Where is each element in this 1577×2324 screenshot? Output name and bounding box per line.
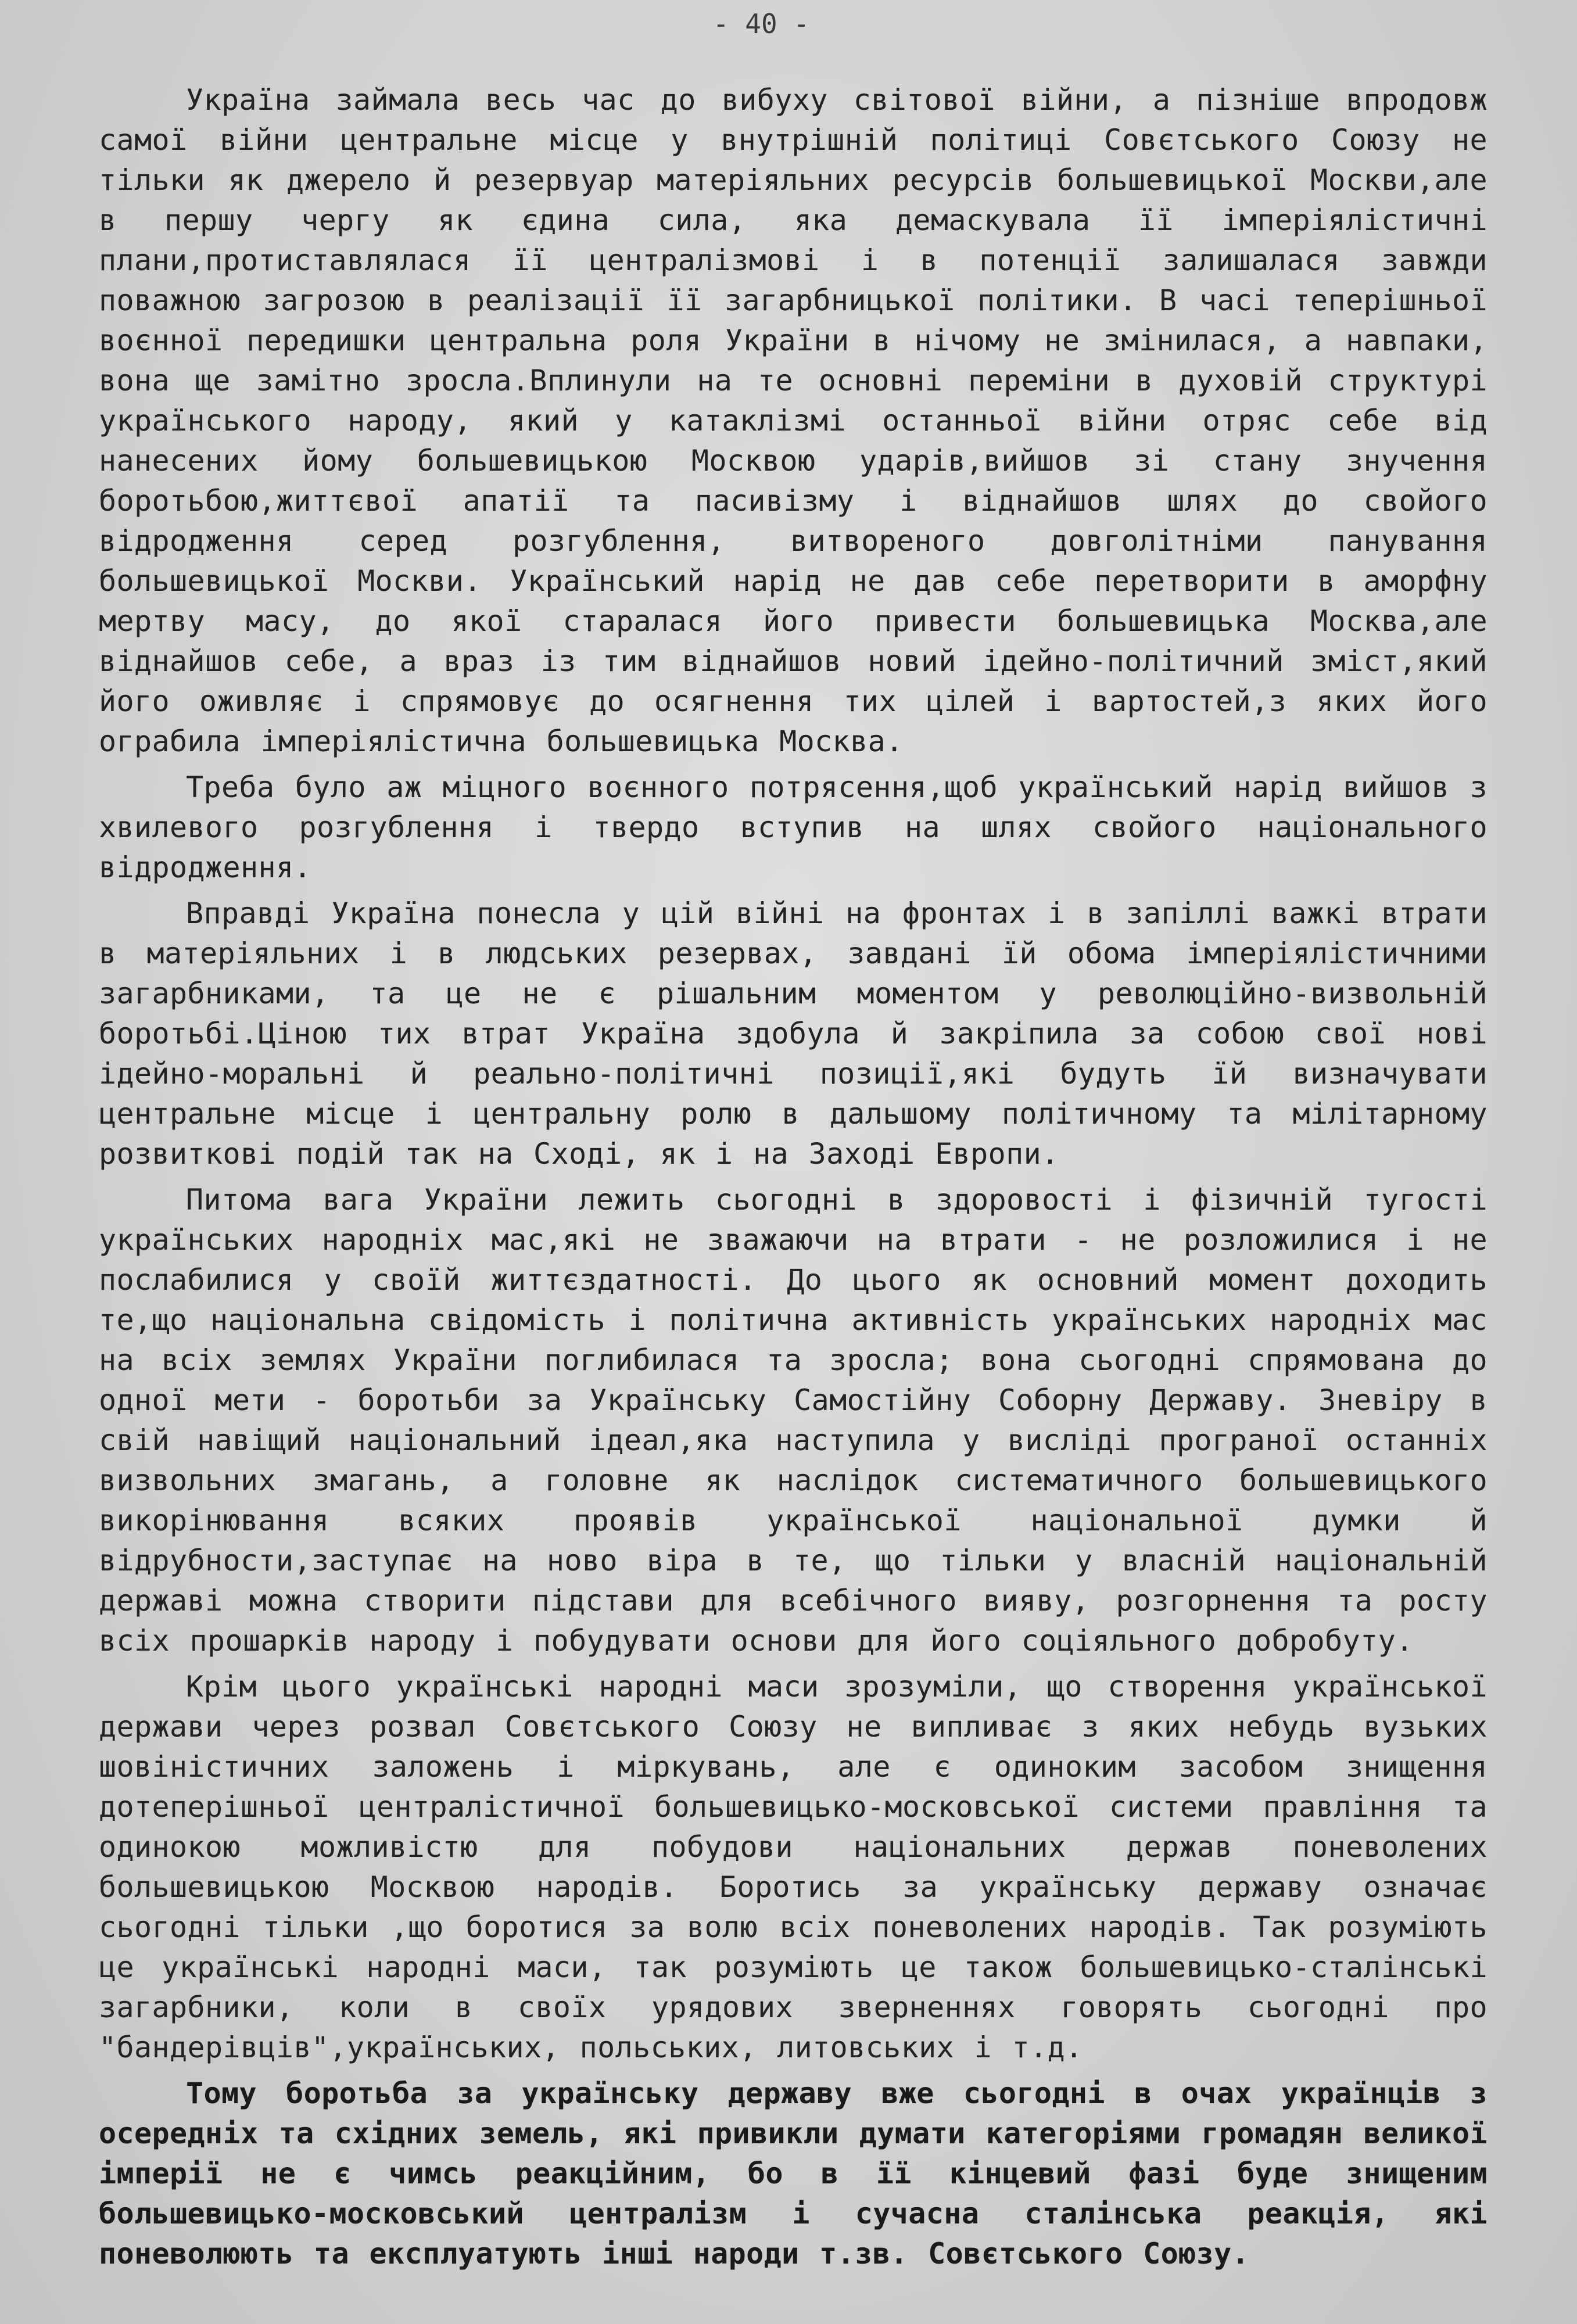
paragraph-2: Треба було аж міцного воєнного потрясення,щоб український нарід вийшов з хвилевого розгублення і твердо вступив на шлях свойого національного відродження. — [99, 770, 1488, 884]
paragraph-6: Тому боротьба за українську державу вже сьогодні в очах українців з осередніх та східних земель, які привикли думати категоріями громадян великої імперії не є чимсь реакційним, бо в її кінцевий фазі буде знищеним большевицько-московський централізм і сучасна сталінська реакція, які поневолюють та експлуатують інші народи т.зв. Совєтського Союзу. — [99, 2076, 1488, 2271]
paragraph-5: Крім цього українські народні маси зрозуміли, що створення української держави через розвал Совєтського Союзу не випливає з яких небудь вузьких шовіністичних заложень і міркувань, але є одиноким засобом знищення дотеперішньої централістичної большевицько-московської системи правління та одинокою можливістю для побудови національних держав поневолених большевицькою Москвою народів. Боротись за українську державу означає сьогодні тільки ,що боротися за волю всіх поневолених народів. Так розуміють це українські народні маси, так розуміють це також большевицько-сталінські загарбники, коли в своїх урядових зверненнях говорять сьогодні про "бандерівців",українських, польських, литовських і т.д. — [99, 1670, 1488, 2064]
paragraph-1: Україна займала весь час до вибуху світової війни, а пізніше впродовж самої війни центральне місце у внутрішній політиці Совєтського Союзу не тільки як джерело й резервуар матеріяльних ресурсів большевицької Москви,але в першу чергу як єдина сила, яка демаскувала її імперіялістичні плани,протиставлялася її централізмові і в потенції залишалася завжди поважною загрозою в реалізації її загарбницької політики. В часі теперішньої воєнної передишки центральна роля України в нічому не змінилася, а навпаки, вона ще замітно зросла.Вплинули на те основні переміни в духовій структурі українського народу, який у катаклізмі останньої війни отряс себе від нанесених йому большевицькою Москвою ударів,вийшов зі стану знучення боротьбою,життєвої апатії та пасивізму і віднайшов шлях до свойого відродження серед розгублення, витвореного довголітніми панування большевицької Москви. Український нарід не дав себе перетворити в аморфну мертву масу, до якої старалася його привести большевицька Москва,але віднайшов себе, а враз із тим віднайшов новий ідейно-політичний зміст,який його оживляє і спрямовує до осягнення тих цілей і вартостей,з яких його ограбила імперіялістична большевицька Москва. — [99, 83, 1488, 758]
document-body — [99, 80, 1488, 2280]
paragraph-3: Вправді Україна понесла у цій війні на фронтах і в запіллі важкі втрати в матеріяльних і в людських резервах, завдані їй обома імперіялістичними загарбниками, та це не є рішальним моментом у революційно-визвольній боротьбі.Ціною тих втрат Україна здобула й закріпила за собою свої нові ідейно-моральні й реально-політичні позиції,які будуть їй визначувати центральне місце і центральну ролю в дальшому політичному та мілітарному розвиткові подій так на Сході, як і на Заході Европи. — [99, 896, 1488, 1171]
page-number: - 40 - — [712, 8, 810, 40]
paragraph-4: Питома вага України лежить сьогодні в здоровості і фізичній тугості українських народніх мас,які не зважаючи на втрати - не розложилися і не послабилися у своїй життєздатності. До цього як основний момент доходить те,що національна свідомість і політична активність українських народніх мас на всіх землях України поглибилася та зросла; вона сьогодні спрямована до одної мети - боротьби за Українську Самостійну Соборну Державу. Зневіру в свій навіщий національний ідеал,яка наступила у висліді програної останніх визвольних змагань, а головне як наслідок систематичного большевицького викорінювання всяких проявів української національної думки й відрубности,заступає на ново віра в те, що тільки у власній національній державі можна створити підстави для всебічного вияву, розгорнення та росту всіх прошарків народу і побудувати основи для його соціяльного добробуту. — [99, 1183, 1488, 1658]
